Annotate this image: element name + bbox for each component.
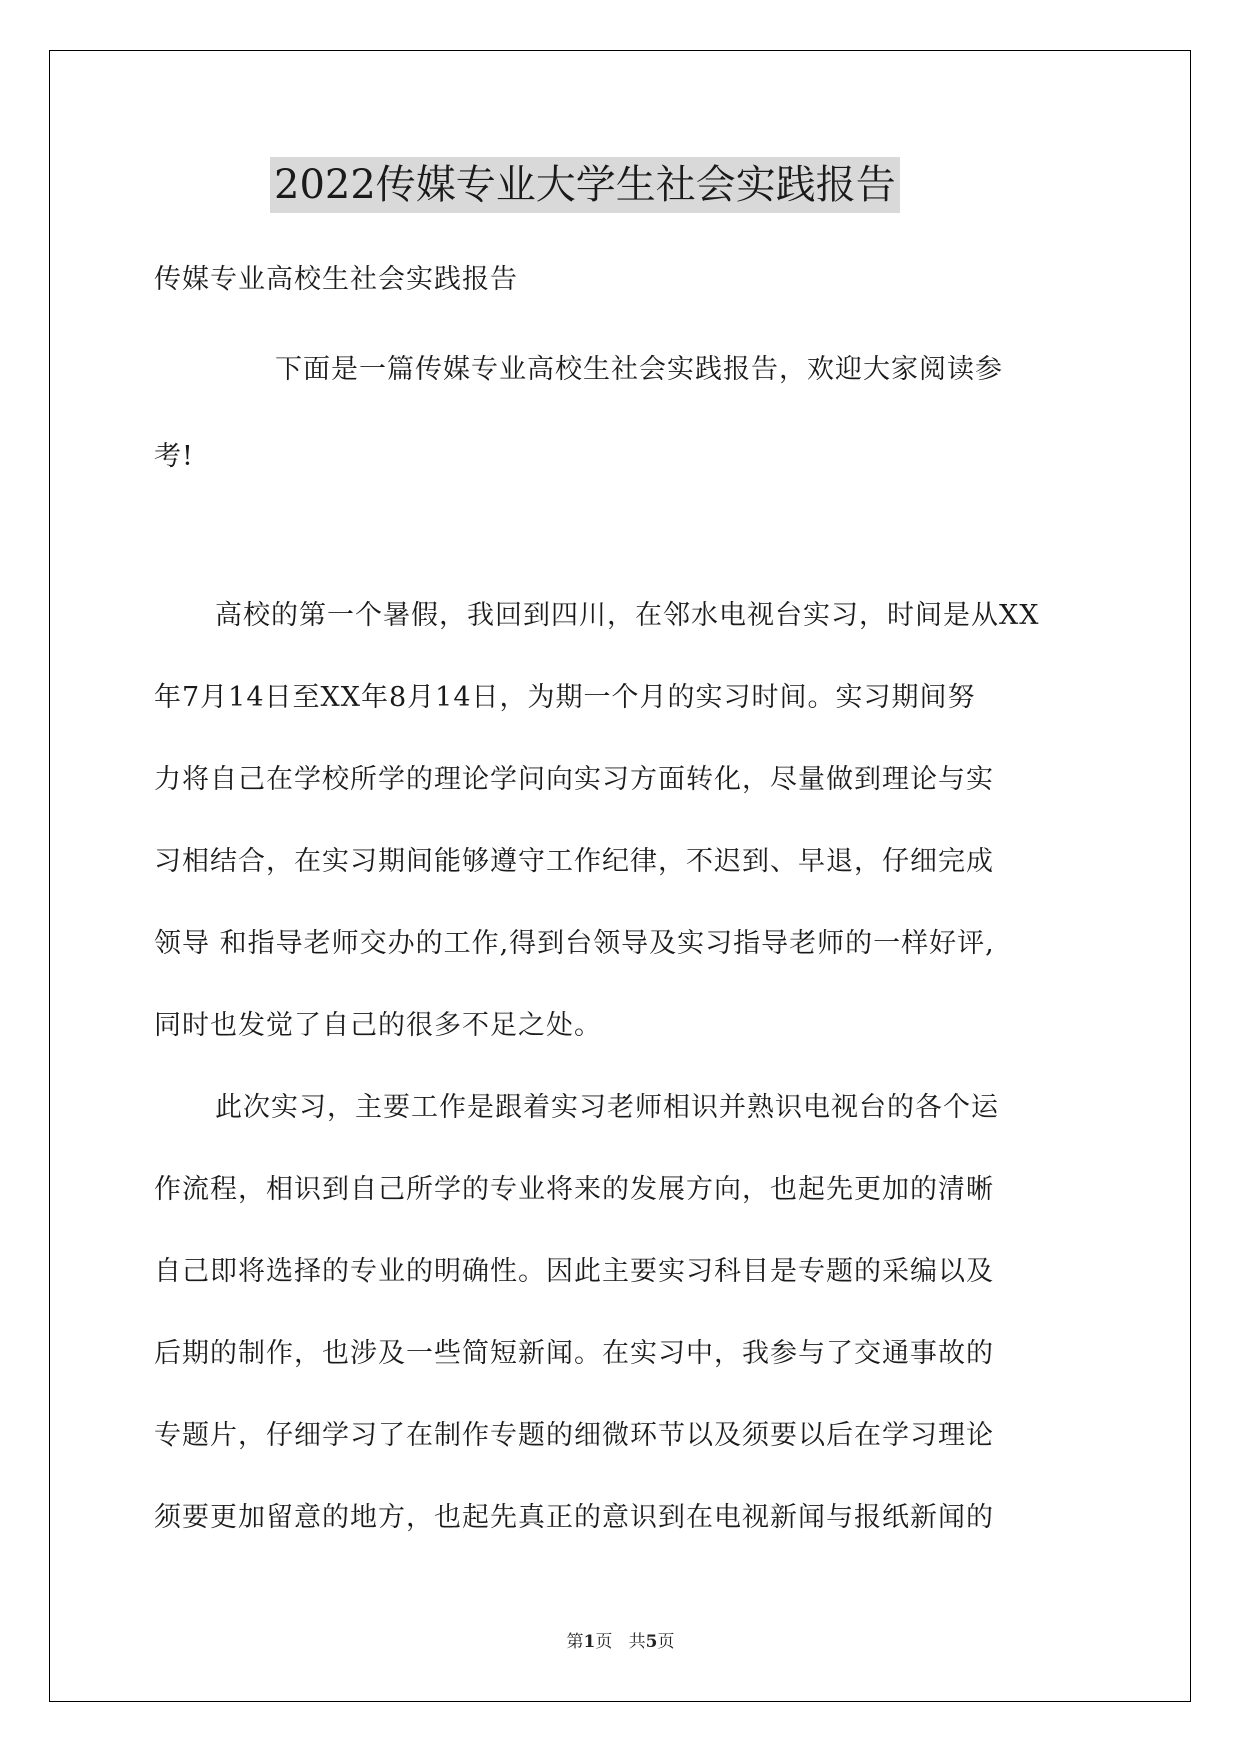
paragraph-line: 须要更加留意的地方，也起先真正的意识到在电视新闻与报纸新闻的 — [154, 1502, 994, 1533]
paragraph-line: 考! — [154, 441, 194, 472]
page-footer — [0, 1627, 1241, 1652]
total-prefix: 共 — [628, 1632, 646, 1652]
paragraph-line: 领导 和指导老师交办的工作,得到台领导及实习指导老师的一样好评, — [154, 928, 995, 959]
paragraph-line: 高校的第一个暑假，我回到四川，在邻水电视台实习，时间是从XX — [215, 600, 1040, 631]
total-pages: 5 — [645, 1632, 658, 1652]
paragraph-line: 后期的制作，也涉及一些简短新闻。在实习中，我参与了交通事故的 — [154, 1338, 994, 1369]
page-number: 1 — [583, 1632, 596, 1652]
paragraph-line: 此次实习，主要工作是跟着实习老师相识并熟识电视台的各个运 — [215, 1092, 999, 1123]
paragraph-line: 同时也发觉了自己的很多不足之处。 — [154, 1010, 602, 1041]
paragraph-line: 自己即将选择的专业的明确性。因此主要实习科目是专题的采编以及 — [154, 1256, 994, 1287]
document-subtitle: 传媒专业高校生社会实践报告 — [154, 264, 518, 295]
page-prefix: 第 — [566, 1632, 584, 1652]
total-suffix: 页 — [657, 1632, 675, 1652]
paragraph-line: 力将自己在学校所学的理论学问向实习方面转化，尽量做到理论与实 — [154, 764, 994, 795]
paragraph-line: 专题片，仔细学习了在制作专题的细微环节以及须要以后在学习理论 — [154, 1420, 994, 1451]
paragraph-line: 下面是一篇传媒专业高校生社会实践报告，欢迎大家阅读参 — [275, 354, 1003, 385]
paragraph-line: 年7月14日至XX年8月14日，为期一个月的实习时间。实习期间努 — [154, 682, 976, 713]
paragraph-line: 作流程，相识到自己所学的专业将来的发展方向，也起先更加的清晰 — [154, 1174, 994, 1205]
page-suffix: 页 — [595, 1632, 613, 1652]
paragraph-line: 习相结合，在实习期间能够遵守工作纪律，不迟到、早退，仔细完成 — [154, 846, 994, 877]
document-title: 2022传媒专业大学生社会实践报告 — [270, 157, 900, 213]
